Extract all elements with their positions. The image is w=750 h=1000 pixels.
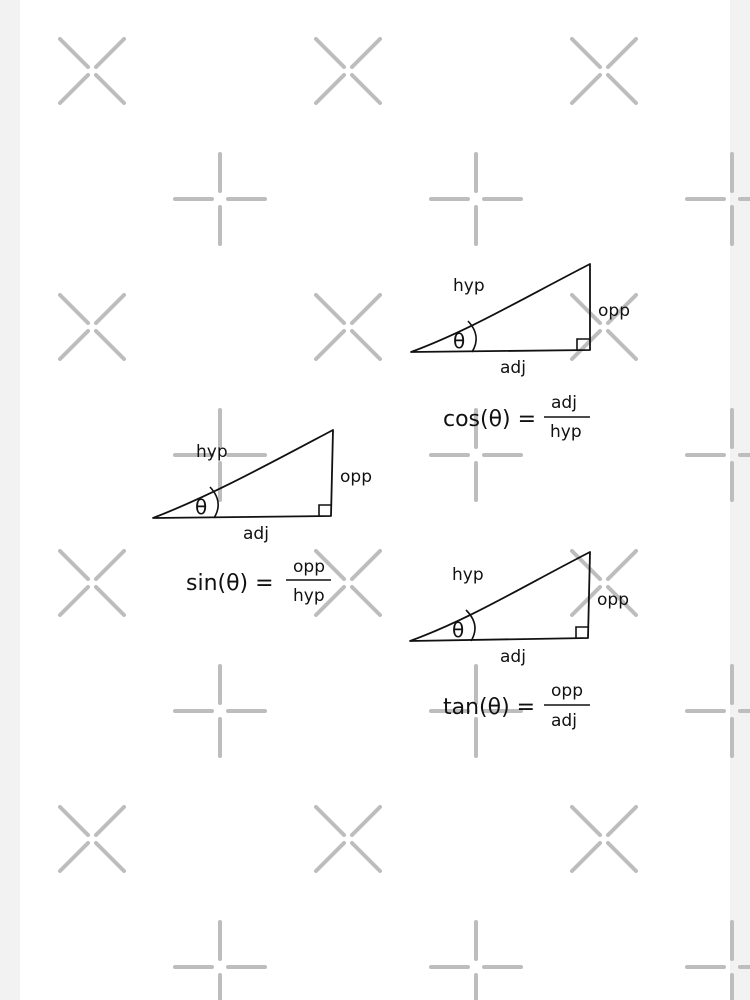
cos-hyp-label: hyp — [453, 276, 485, 296]
watermark-layer — [60, 39, 750, 1000]
cos-triangle — [411, 264, 590, 352]
sin-formula-left: sin(θ) = — [186, 571, 274, 596]
cos-adj-label: adj — [500, 358, 526, 378]
sin-formula-numerator: opp — [293, 557, 325, 577]
sin-angle-arc — [210, 487, 218, 518]
tan-angle-arc — [466, 610, 475, 641]
sin-triangle — [153, 430, 333, 518]
plus-mark-icon — [175, 154, 265, 244]
tan-formula-left: tan(θ) = — [443, 695, 536, 720]
sin-formula-denominator: hyp — [293, 586, 325, 606]
sin-opp-label: opp — [340, 467, 372, 487]
tan-theta-label: θ — [452, 618, 465, 642]
cos-theta-label: θ — [453, 329, 466, 353]
plus-mark-icon — [687, 666, 750, 756]
x-mark-icon — [60, 807, 124, 871]
plus-mark-icon — [687, 154, 750, 244]
x-mark-icon — [316, 807, 380, 871]
x-mark-icon — [316, 551, 380, 615]
x-mark-icon — [316, 39, 380, 103]
tan-formula-numerator: opp — [551, 681, 583, 701]
sin-theta-label: θ — [195, 495, 208, 519]
tan-hyp-label: hyp — [452, 565, 484, 585]
cos-angle-arc — [468, 321, 476, 352]
sin-hyp-label: hyp — [196, 442, 228, 462]
cos-formula-numerator: adj — [551, 393, 577, 413]
cos-diagram — [411, 264, 630, 442]
plus-mark-icon — [431, 154, 521, 244]
tan-triangle — [410, 552, 590, 641]
sin-adj-label: adj — [243, 524, 269, 544]
sin-right-angle-mark — [319, 505, 332, 516]
x-mark-icon — [572, 39, 636, 103]
x-mark-icon — [60, 551, 124, 615]
x-mark-icon — [572, 807, 636, 871]
tan-opp-label: opp — [597, 590, 629, 610]
x-mark-icon — [60, 295, 124, 359]
plus-mark-icon — [687, 410, 750, 500]
cos-opp-label: opp — [598, 301, 630, 321]
x-mark-icon — [60, 39, 124, 103]
plus-mark-icon — [175, 666, 265, 756]
cos-formula-left: cos(θ) = — [443, 407, 537, 432]
plus-mark-icon — [431, 922, 521, 1000]
tan-adj-label: adj — [500, 647, 526, 667]
plus-mark-icon — [175, 922, 265, 1000]
x-mark-icon — [316, 295, 380, 359]
cos-formula-denominator: hyp — [550, 422, 582, 442]
plus-mark-icon — [687, 922, 750, 1000]
tan-diagram — [410, 552, 629, 731]
tan-formula-denominator: adj — [551, 711, 577, 731]
